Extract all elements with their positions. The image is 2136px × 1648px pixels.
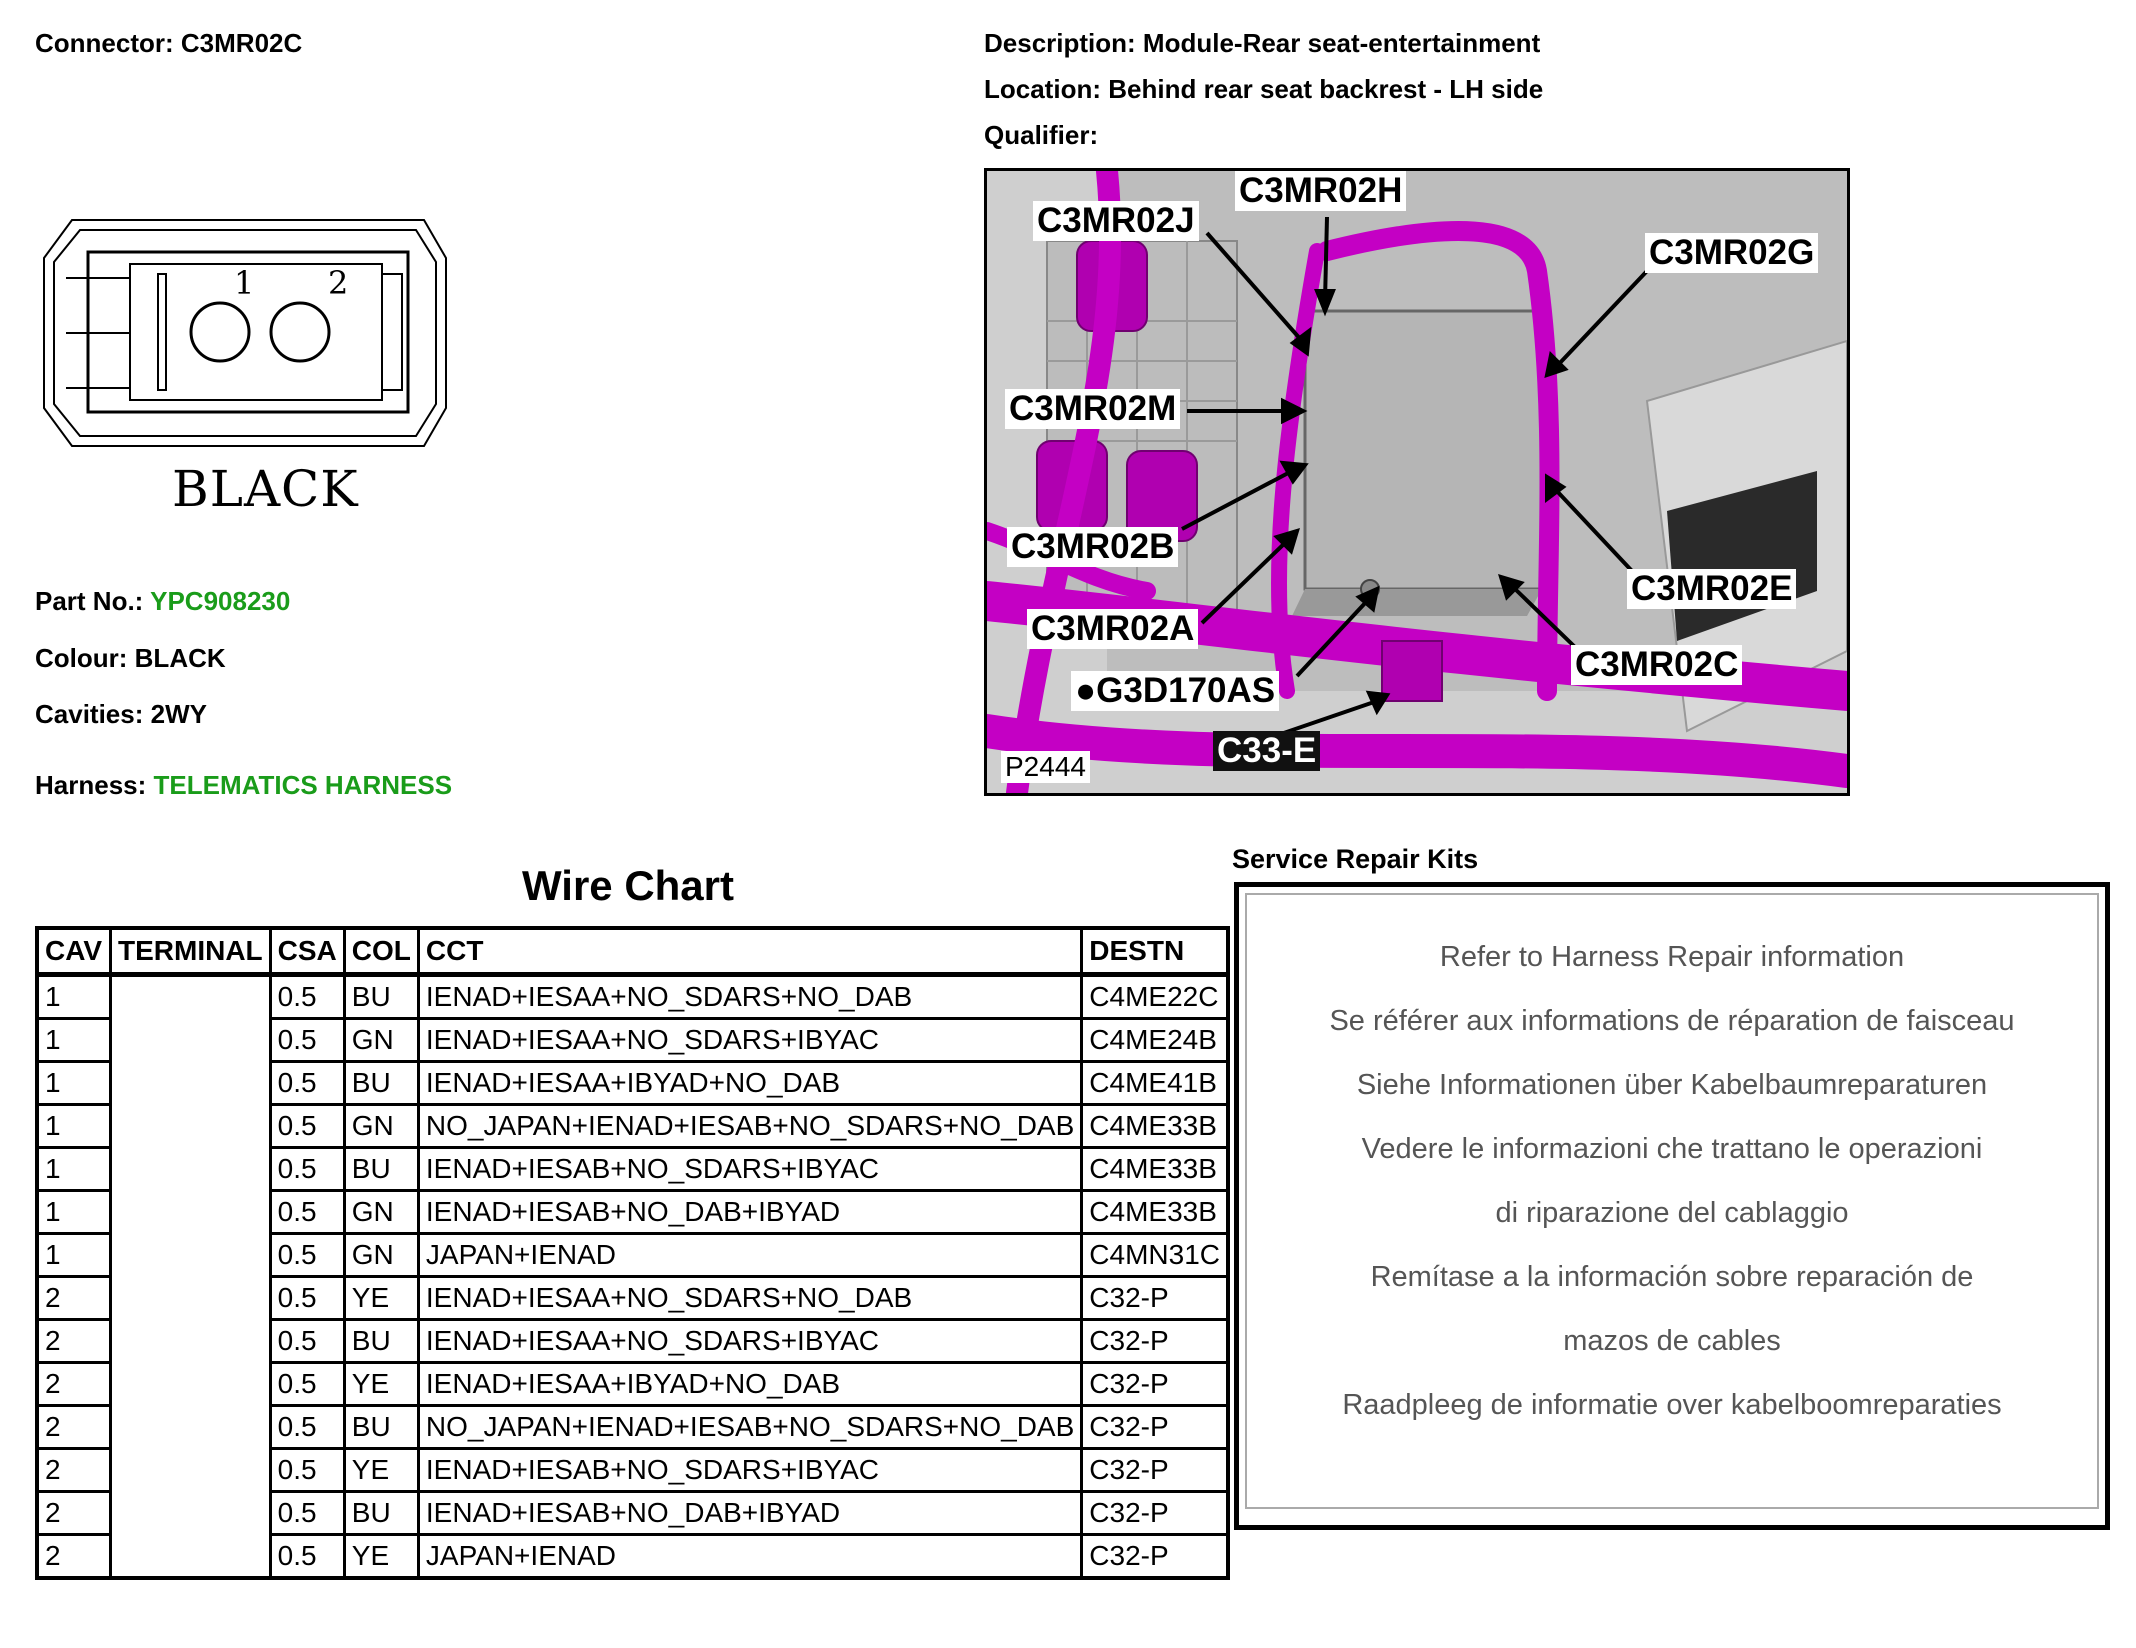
col-header-cav: CAV — [37, 928, 111, 975]
cell-cav: 2 — [37, 1449, 111, 1492]
cell-destn: C4ME24B — [1082, 1019, 1228, 1062]
description-field — [984, 28, 1540, 59]
cell-destn: C32-P — [1082, 1277, 1228, 1320]
description-value: Module-Rear seat-entertainment — [1142, 28, 1541, 58]
cell-cct: IENAD+IESAB+NO_DAB+IBYAD — [418, 1492, 1081, 1535]
cell-cct: IENAD+IESAA+IBYAD+NO_DAB — [418, 1363, 1081, 1406]
photo-id-label: P2444 — [1001, 751, 1090, 783]
table-row — [37, 975, 1228, 1019]
cell-destn: C4ME33B — [1082, 1191, 1228, 1234]
cell-cav: 2 — [37, 1363, 111, 1406]
cell-csa: 0.5 — [270, 1535, 344, 1579]
cell-terminal — [111, 975, 271, 1579]
repair-info-line: Siehe Informationen über Kabelbaumreparaturen — [1356, 1069, 1988, 1101]
cell-destn: C32-P — [1082, 1535, 1228, 1579]
pin-2-number: 2 — [328, 264, 349, 302]
service-repair-kits-title: Service Repair Kits — [1232, 844, 1479, 874]
colour-field — [35, 643, 226, 674]
cell-cav: 1 — [37, 1105, 111, 1148]
callout-c3mr02m: C3MR02M — [1005, 389, 1180, 429]
cell-cct: IENAD+IESAB+NO_DAB+IBYAD — [418, 1191, 1081, 1234]
col-header-csa: CSA — [270, 928, 344, 975]
part-no-field — [35, 586, 290, 617]
callout-c3mr02e: C3MR02E — [1627, 569, 1796, 609]
connector-face-diagram — [38, 218, 458, 448]
connector-colour-text: BLACK — [172, 460, 359, 518]
cell-destn: C4MN31C — [1082, 1234, 1228, 1277]
cell-csa: 0.5 — [270, 1363, 344, 1406]
cell-cct: IENAD+IESAA+NO_SDARS+NO_DAB — [418, 975, 1081, 1019]
cell-csa: 0.5 — [270, 1191, 344, 1234]
cell-col: GN — [344, 1105, 418, 1148]
cell-destn: C32-P — [1082, 1363, 1228, 1406]
cell-destn: C32-P — [1082, 1406, 1228, 1449]
cell-csa: 0.5 — [270, 1492, 344, 1535]
repair-info-line: Remítase a la información sobre reparación de — [1370, 1261, 1974, 1293]
cell-cav: 1 — [37, 1234, 111, 1277]
cell-csa: 0.5 — [270, 975, 344, 1019]
cell-csa: 0.5 — [270, 1019, 344, 1062]
cell-cav: 2 — [37, 1406, 111, 1449]
callout-g3d170as: ●G3D170AS — [1071, 671, 1279, 711]
repair-info-line: mazos de cables — [1563, 1325, 1781, 1357]
repair-info-line: Refer to Harness Repair information — [1439, 941, 1905, 973]
cell-col: YE — [344, 1277, 418, 1320]
harness-field — [35, 770, 452, 801]
cell-col: YE — [344, 1535, 418, 1579]
cell-destn: C4ME33B — [1082, 1148, 1228, 1191]
cell-cct: IENAD+IESAB+NO_SDARS+IBYAC — [418, 1449, 1081, 1492]
col-header-destn: DESTN — [1082, 928, 1228, 975]
cell-cav: 1 — [37, 975, 111, 1019]
part-no-link[interactable]: YPC908230 — [150, 586, 291, 616]
cell-col: BU — [344, 1492, 418, 1535]
cell-csa: 0.5 — [270, 1148, 344, 1191]
location-photo — [984, 168, 1850, 796]
callout-c3mr02h: C3MR02H — [1235, 171, 1406, 211]
cell-destn: C32-P — [1082, 1449, 1228, 1492]
callout-c3mr02g: C3MR02G — [1645, 233, 1818, 273]
cell-col: YE — [344, 1363, 418, 1406]
cavities-label: Cavities: — [35, 699, 144, 729]
repair-info-line: Vedere le informazioni che trattano le operazioni — [1361, 1133, 1983, 1165]
cell-cav: 2 — [37, 1320, 111, 1363]
cell-col: BU — [344, 1320, 418, 1363]
cell-col: GN — [344, 1191, 418, 1234]
callout-c3mr02b: C3MR02B — [1007, 527, 1178, 567]
cell-col: YE — [344, 1449, 418, 1492]
cell-cav: 1 — [37, 1062, 111, 1105]
wire-chart-body — [37, 975, 1228, 1579]
wire-chart-header-row — [37, 928, 1228, 975]
callout-c3mr02c: C3MR02C — [1571, 645, 1742, 685]
service-repair-kits-box — [1234, 882, 2110, 1530]
cell-destn: C32-P — [1082, 1492, 1228, 1535]
cell-col: GN — [344, 1234, 418, 1277]
cell-csa: 0.5 — [270, 1406, 344, 1449]
cell-csa: 0.5 — [270, 1105, 344, 1148]
harness-link[interactable]: TELEMATICS HARNESS — [153, 770, 453, 800]
cell-cct: JAPAN+IENAD — [418, 1535, 1081, 1579]
col-header-terminal: TERMINAL — [111, 928, 271, 975]
cell-cct: JAPAN+IENAD — [418, 1234, 1081, 1277]
cell-cav: 1 — [37, 1191, 111, 1234]
callout-c3mr02j: C3MR02J — [1033, 201, 1199, 241]
callout-c3mr02a: C3MR02A — [1027, 609, 1198, 649]
cell-cct: IENAD+IESAA+NO_SDARS+IBYAC — [418, 1320, 1081, 1363]
repair-info-line: Raadpleeg de informatie over kabelboomreparaties — [1342, 1389, 2002, 1421]
callout-c33-e: C33-E — [1213, 731, 1320, 771]
location-value: Behind rear seat backrest - LH side — [1108, 74, 1544, 104]
cell-cav: 1 — [37, 1148, 111, 1191]
harness-label: Harness: — [35, 770, 147, 800]
location-field — [984, 74, 1543, 105]
cell-csa: 0.5 — [270, 1320, 344, 1363]
cell-cct: NO_JAPAN+IENAD+IESAB+NO_SDARS+NO_DAB — [418, 1105, 1081, 1148]
cell-cav: 2 — [37, 1492, 111, 1535]
pin-2-circle — [271, 303, 329, 361]
cell-col: BU — [344, 1406, 418, 1449]
cell-destn: C4ME22C — [1082, 975, 1228, 1019]
cell-csa: 0.5 — [270, 1449, 344, 1492]
repair-info-line: di riparazione del cablaggio — [1495, 1197, 1849, 1229]
cavities-value: 2WY — [150, 699, 207, 729]
wire-chart-table — [35, 926, 1230, 1580]
connector-value: C3MR02C — [180, 28, 303, 58]
col-header-col: COL — [344, 928, 418, 975]
cell-cct: IENAD+IESAA+NO_SDARS+NO_DAB — [418, 1277, 1081, 1320]
cell-col: BU — [344, 1148, 418, 1191]
cell-csa: 0.5 — [270, 1234, 344, 1277]
cell-destn: C4ME41B — [1082, 1062, 1228, 1105]
cell-cct: NO_JAPAN+IENAD+IESAB+NO_SDARS+NO_DAB — [418, 1406, 1081, 1449]
cell-col: BU — [344, 1062, 418, 1105]
colour-value: BLACK — [134, 643, 226, 673]
cell-cav: 1 — [37, 1019, 111, 1062]
cell-cav: 2 — [37, 1535, 111, 1579]
cell-destn: C32-P — [1082, 1320, 1228, 1363]
col-header-cct: CCT — [418, 928, 1081, 975]
pin-1-circle — [191, 303, 249, 361]
cell-csa: 0.5 — [270, 1277, 344, 1320]
cell-cct: IENAD+IESAB+NO_SDARS+IBYAC — [418, 1148, 1081, 1191]
connector-label: Connector: — [35, 28, 174, 58]
location-label: Location: — [984, 74, 1101, 104]
cell-cav: 2 — [37, 1277, 111, 1320]
wire-chart-title: Wire Chart — [522, 862, 734, 909]
cell-cct: IENAD+IESAA+IBYAD+NO_DAB — [418, 1062, 1081, 1105]
part-no-label: Part No.: — [35, 586, 144, 616]
cell-col: BU — [344, 975, 418, 1019]
repair-info-line: Se référer aux informations de réparation de faisceau — [1329, 1005, 2015, 1037]
pin-1-number: 1 — [234, 264, 255, 302]
cell-csa: 0.5 — [270, 1062, 344, 1105]
description-label: Description: — [984, 28, 1136, 58]
service-repair-kits-inner — [1245, 893, 2099, 1509]
connector-field — [35, 28, 302, 59]
cell-cct: IENAD+IESAA+NO_SDARS+IBYAC — [418, 1019, 1081, 1062]
qualifier-label: Qualifier: — [984, 120, 1099, 150]
colour-label: Colour: — [35, 643, 128, 673]
cavities-field — [35, 699, 207, 730]
cell-col: GN — [344, 1019, 418, 1062]
cell-destn: C4ME33B — [1082, 1105, 1228, 1148]
